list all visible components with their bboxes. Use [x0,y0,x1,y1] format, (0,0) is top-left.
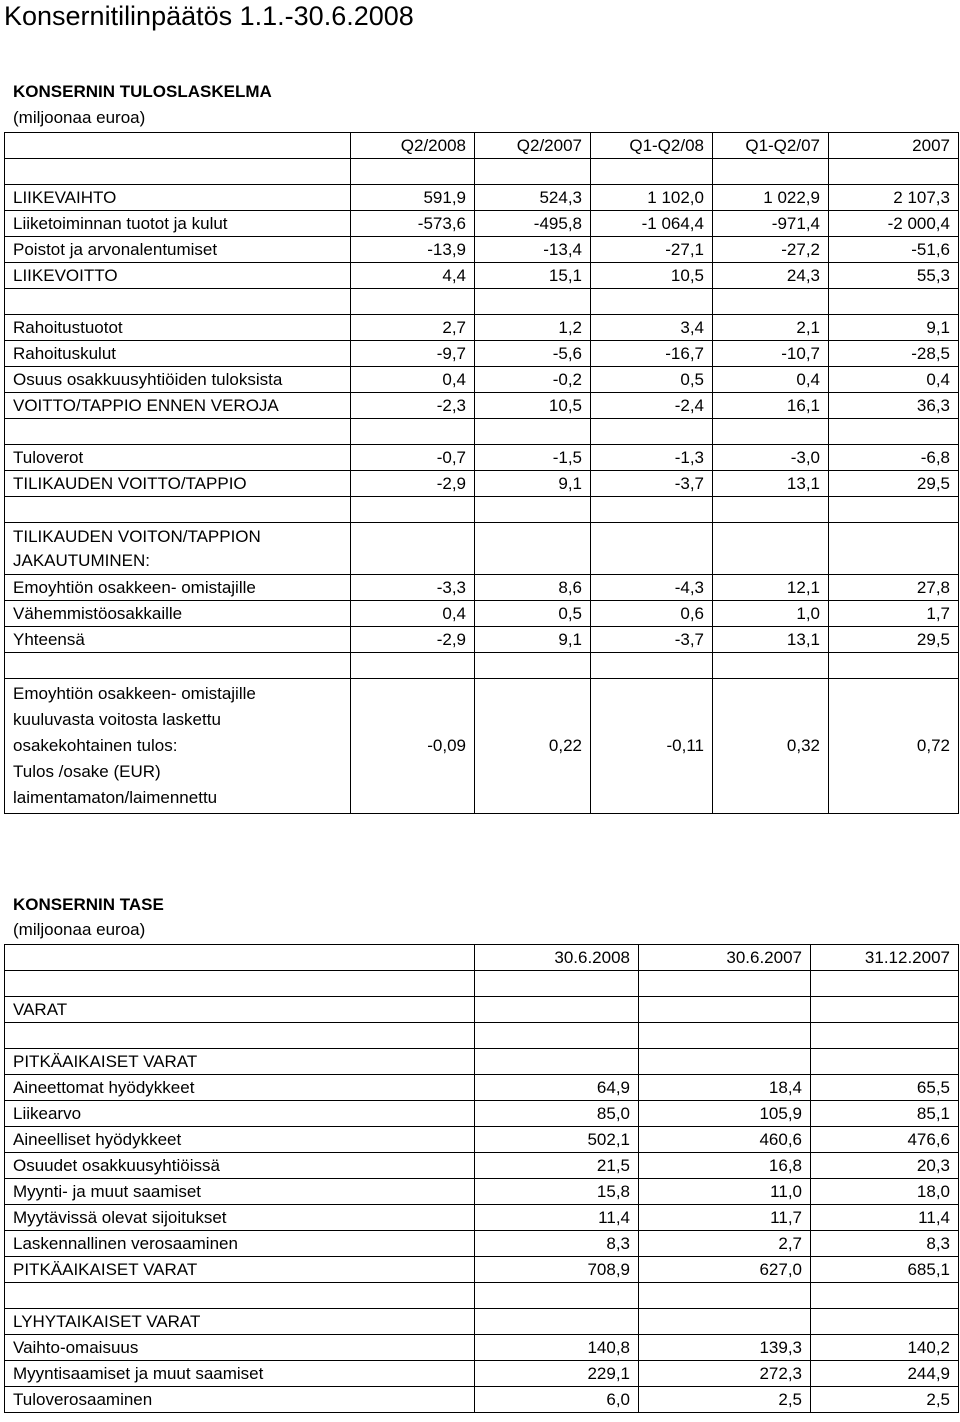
value-cell: 4,4 [351,263,475,289]
value-cell: 24,3 [713,263,829,289]
value-cell: 0,72 [829,679,959,814]
value-cell [713,523,829,575]
value-cell: 2,5 [639,1387,811,1413]
value-cell: 2,7 [351,315,475,341]
value-cell: -495,8 [475,211,591,237]
value-cell: 627,0 [639,1257,811,1283]
row-label: LYHYTAIKAISET VARAT [5,1309,475,1335]
empty-cell [591,497,713,523]
row-label: PITKÄAIKAISET VARAT [5,1257,475,1283]
row-label-line: kuuluvasta voitosta laskettu [13,710,221,729]
table-row [5,1309,959,1335]
value-cell: 3,4 [591,315,713,341]
empty-cell [5,497,351,523]
empty-cell [475,653,591,679]
spacer-row [5,971,959,997]
spacer-row [5,289,959,315]
row-label-line: Emoyhtiön osakkeen- omistajille [13,684,256,703]
value-cell: 11,4 [811,1205,959,1231]
header-row [5,945,959,971]
column-header: Q1-Q2/07 [713,133,829,159]
value-cell: -2,9 [351,627,475,653]
empty-cell [5,653,351,679]
value-cell: 36,3 [829,393,959,419]
value-cell: 21,5 [475,1153,639,1179]
empty-cell [829,419,959,445]
empty-cell [475,159,591,185]
empty-cell [713,289,829,315]
value-cell: 0,32 [713,679,829,814]
value-cell: 8,3 [475,1231,639,1257]
empty-cell [713,419,829,445]
empty-cell [5,1023,475,1049]
value-cell: 0,4 [713,367,829,393]
value-cell: 11,7 [639,1205,811,1231]
value-cell: -10,7 [713,341,829,367]
row-label-line: TILIKAUDEN VOITON/TAPPION [13,526,261,546]
row-label: VOITTO/TAPPIO ENNEN VEROJA [5,393,351,419]
value-cell: 15,8 [475,1179,639,1205]
value-cell: -2 000,4 [829,211,959,237]
value-cell: 9,1 [475,627,591,653]
value-cell: -13,9 [351,237,475,263]
value-cell: 9,1 [475,471,591,497]
value-cell: 244,9 [811,1361,959,1387]
table-row [5,393,959,419]
spacer-row [5,1023,959,1049]
value-cell: 0,4 [351,367,475,393]
empty-cell [351,419,475,445]
value-cell: 229,1 [475,1361,639,1387]
value-cell [639,1309,811,1335]
empty-cell [475,1023,639,1049]
value-cell [811,1049,959,1075]
empty-cell [475,419,591,445]
value-cell: -2,3 [351,393,475,419]
header-row [5,133,959,159]
row-label: Tuloverot [5,445,351,471]
value-cell [811,997,959,1023]
empty-cell [351,497,475,523]
header-blank-cell [5,945,475,971]
empty-cell [811,1283,959,1309]
table-row [5,1387,959,1413]
balance-sheet-heading: KONSERNIN TASE [13,895,164,914]
empty-cell [829,653,959,679]
value-cell: 18,0 [811,1179,959,1205]
table-row [5,1075,959,1101]
table-row [5,523,959,575]
value-cell: 64,9 [475,1075,639,1101]
value-cell: -3,3 [351,575,475,601]
row-label: Aineettomat hyödykkeet [5,1075,475,1101]
row-label: Osuudet osakkuusyhtiöissä [5,1153,475,1179]
empty-cell [351,159,475,185]
empty-cell [475,971,639,997]
value-cell: 1 102,0 [591,185,713,211]
row-label-line: osakekohtainen tulos: [13,736,178,755]
value-cell: -9,7 [351,341,475,367]
empty-cell [811,1023,959,1049]
value-cell: 460,6 [639,1127,811,1153]
value-cell: 85,0 [475,1101,639,1127]
value-cell [475,1049,639,1075]
value-cell: 272,3 [639,1361,811,1387]
value-cell: -28,5 [829,341,959,367]
table-row [5,237,959,263]
column-header: Q2/2008 [351,133,475,159]
value-cell: 0,5 [591,367,713,393]
value-cell: 685,1 [811,1257,959,1283]
table-row [5,1231,959,1257]
row-label: Liikearvo [5,1101,475,1127]
row-label: Myynti- ja muut saamiset [5,1179,475,1205]
value-cell: 0,22 [475,679,591,814]
empty-cell [5,159,351,185]
row-label-line: Tulos /osake (EUR) [13,762,161,781]
row-label: PITKÄAIKAISET VARAT [5,1049,475,1075]
value-cell: 11,4 [475,1205,639,1231]
value-cell: 8,6 [475,575,591,601]
table-row [5,679,959,814]
empty-cell [829,159,959,185]
value-cell: 16,1 [713,393,829,419]
empty-cell [811,971,959,997]
row-label: Liiketoiminnan tuotot ja kulut [5,211,351,237]
value-cell [829,523,959,575]
row-label: Rahoitustuotot [5,315,351,341]
row-label: Myytävissä olevat sijoitukset [5,1205,475,1231]
value-cell: 0,4 [829,367,959,393]
value-cell [639,1049,811,1075]
table-row [5,1153,959,1179]
column-header: 31.12.2007 [811,945,959,971]
value-cell: 2,1 [713,315,829,341]
column-header: Q2/2007 [475,133,591,159]
row-label: TILIKAUDEN VOITTO/TAPPIO [5,471,351,497]
empty-cell [829,497,959,523]
value-cell: -1 064,4 [591,211,713,237]
empty-cell [591,289,713,315]
table-row [5,471,959,497]
row-label: LIIKEVOITTO [5,263,351,289]
value-cell [639,997,811,1023]
header-blank-cell [5,133,351,159]
empty-cell [351,289,475,315]
value-cell: 1 022,9 [713,185,829,211]
empty-cell [713,497,829,523]
value-cell: -5,6 [475,341,591,367]
row-label: Aineelliset hyödykkeet [5,1127,475,1153]
balance-sheet-table [4,944,959,1413]
table-row [5,1049,959,1075]
row-label: Poistot ja arvonalentumiset [5,237,351,263]
value-cell: -6,8 [829,445,959,471]
table-row [5,575,959,601]
row-label-line: JAKAUTUMINEN: [13,550,150,570]
empty-cell [5,419,351,445]
value-cell: 140,8 [475,1335,639,1361]
table-row [5,627,959,653]
value-cell: 29,5 [829,471,959,497]
value-cell: -0,2 [475,367,591,393]
row-label: Tuloverosaaminen [5,1387,475,1413]
value-cell: 2,5 [811,1387,959,1413]
spacer-row [5,497,959,523]
page-title: Konsernitilinpäätös 1.1.-30.6.2008 [4,1,414,31]
value-cell: -573,6 [351,211,475,237]
value-cell: -2,9 [351,471,475,497]
empty-cell [639,971,811,997]
value-cell: -2,4 [591,393,713,419]
table-row [5,1361,959,1387]
value-cell: 524,3 [475,185,591,211]
value-cell [591,523,713,575]
table-row [5,263,959,289]
empty-cell [829,289,959,315]
value-cell [475,1309,639,1335]
value-cell: 708,9 [475,1257,639,1283]
empty-cell [475,1283,639,1309]
value-cell: 65,5 [811,1075,959,1101]
empty-cell [591,653,713,679]
income-statement-heading: KONSERNIN TULOSLASKELMA [13,82,272,101]
balance-sheet-unit: (miljoonaa euroa) [13,920,146,939]
value-cell: -1,5 [475,445,591,471]
empty-cell [639,1283,811,1309]
row-label [5,679,351,814]
empty-cell [475,497,591,523]
value-cell: -971,4 [713,211,829,237]
empty-cell [591,159,713,185]
value-cell: 0,6 [591,601,713,627]
value-cell: 27,8 [829,575,959,601]
empty-cell [475,289,591,315]
value-cell: -27,2 [713,237,829,263]
table-row [5,1101,959,1127]
value-cell: 2 107,3 [829,185,959,211]
value-cell: 1,7 [829,601,959,627]
value-cell: 20,3 [811,1153,959,1179]
row-label [5,523,351,575]
row-label: VARAT [5,997,475,1023]
value-cell: 16,8 [639,1153,811,1179]
spacer-row [5,159,959,185]
empty-cell [5,1283,475,1309]
value-cell [475,997,639,1023]
value-cell: -0,7 [351,445,475,471]
column-header: 2007 [829,133,959,159]
income-statement-unit: (miljoonaa euroa) [13,108,146,127]
empty-cell [591,419,713,445]
column-header: 30.6.2007 [639,945,811,971]
value-cell: -4,3 [591,575,713,601]
table-row [5,211,959,237]
value-cell: -3,0 [713,445,829,471]
value-cell: 502,1 [475,1127,639,1153]
row-label: Laskennallinen verosaaminen [5,1231,475,1257]
value-cell: 105,9 [639,1101,811,1127]
value-cell: 591,9 [351,185,475,211]
value-cell: 13,1 [713,471,829,497]
value-cell: 1,0 [713,601,829,627]
row-label: Rahoituskulut [5,341,351,367]
row-label: Emoyhtiön osakkeen- omistajille [5,575,351,601]
spacer-row [5,419,959,445]
table-row [5,315,959,341]
empty-cell [713,653,829,679]
value-cell [351,523,475,575]
value-cell: 0,5 [475,601,591,627]
row-label: Vaihto-omaisuus [5,1335,475,1361]
value-cell: -51,6 [829,237,959,263]
table-row [5,445,959,471]
value-cell: -3,7 [591,471,713,497]
row-label: Myyntisaamiset ja muut saamiset [5,1361,475,1387]
column-header: Q1-Q2/08 [591,133,713,159]
value-cell: 2,7 [639,1231,811,1257]
value-cell: 8,3 [811,1231,959,1257]
row-label-line: laimentamaton/laimennettu [13,788,218,807]
table-row [5,1335,959,1361]
value-cell: -16,7 [591,341,713,367]
value-cell: 0,4 [351,601,475,627]
table-row [5,1179,959,1205]
row-label: Yhteensä [5,627,351,653]
table-row [5,997,959,1023]
value-cell: -13,4 [475,237,591,263]
value-cell: 476,6 [811,1127,959,1153]
empty-cell [5,971,475,997]
empty-cell [713,159,829,185]
value-cell: 1,2 [475,315,591,341]
row-label: LIIKEVAIHTO [5,185,351,211]
table-row [5,341,959,367]
value-cell: -0,11 [591,679,713,814]
spacer-row [5,1283,959,1309]
value-cell: 9,1 [829,315,959,341]
value-cell: 11,0 [639,1179,811,1205]
value-cell [811,1309,959,1335]
value-cell: -1,3 [591,445,713,471]
income-statement-table [4,132,959,814]
empty-cell [351,653,475,679]
row-label: Vähemmistöosakkaille [5,601,351,627]
value-cell: 18,4 [639,1075,811,1101]
table-row [5,601,959,627]
value-cell: 6,0 [475,1387,639,1413]
table-row [5,1257,959,1283]
table-row [5,367,959,393]
table-row [5,1205,959,1231]
value-cell: 29,5 [829,627,959,653]
value-cell: 10,5 [591,263,713,289]
empty-cell [639,1023,811,1049]
spacer-row [5,653,959,679]
value-cell: -0,09 [351,679,475,814]
value-cell: 10,5 [475,393,591,419]
value-cell [475,523,591,575]
value-cell: 12,1 [713,575,829,601]
table-row [5,185,959,211]
value-cell: 13,1 [713,627,829,653]
value-cell: 85,1 [811,1101,959,1127]
table-row [5,1127,959,1153]
value-cell: 55,3 [829,263,959,289]
column-header: 30.6.2008 [475,945,639,971]
empty-cell [5,289,351,315]
value-cell: -3,7 [591,627,713,653]
row-label: Osuus osakkuusyhtiöiden tuloksista [5,367,351,393]
value-cell: 140,2 [811,1335,959,1361]
value-cell: -27,1 [591,237,713,263]
value-cell: 15,1 [475,263,591,289]
value-cell: 139,3 [639,1335,811,1361]
